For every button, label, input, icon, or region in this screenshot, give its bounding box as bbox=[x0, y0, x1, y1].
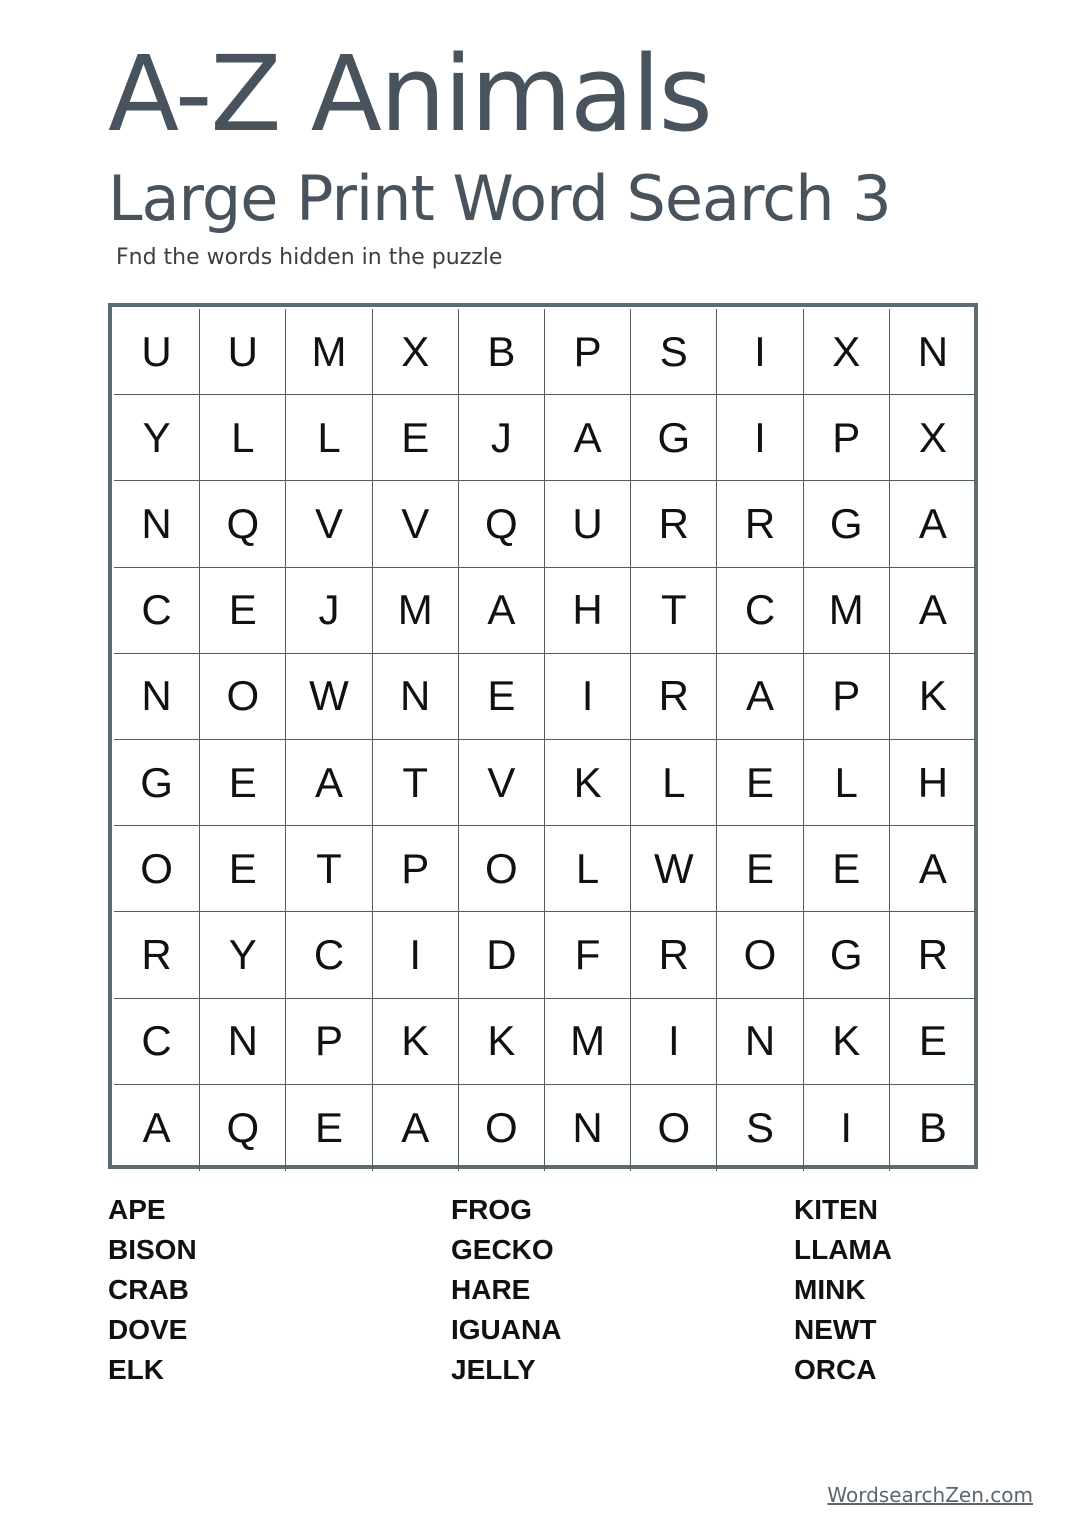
word-list-item: DOVE bbox=[108, 1314, 188, 1345]
grid-cell: B bbox=[459, 309, 545, 395]
grid-cell: Q bbox=[200, 481, 286, 567]
grid-cell: E bbox=[717, 826, 803, 912]
grid-cell: B bbox=[918, 1103, 947, 1151]
grid-cell: L bbox=[200, 395, 286, 481]
word-list-item: CRAB bbox=[108, 1274, 189, 1305]
grid-cell: R bbox=[890, 912, 976, 998]
grid-cell: T bbox=[286, 826, 372, 912]
grid-cell: S bbox=[631, 309, 717, 395]
word-list-item: APE bbox=[108, 1194, 166, 1225]
grid-cell: E bbox=[717, 740, 803, 826]
grid-cell: A bbox=[114, 1085, 200, 1171]
grid-cell: R bbox=[717, 481, 803, 567]
grid-cell: Q bbox=[459, 481, 545, 567]
word-list-item: ELK bbox=[108, 1354, 164, 1385]
grid-cell: Y bbox=[114, 395, 200, 481]
grid-cell: E bbox=[804, 826, 890, 912]
grid-cell: U bbox=[114, 309, 200, 395]
grid-cell: M bbox=[545, 999, 631, 1085]
grid-cell: J bbox=[286, 568, 372, 654]
puzzle-grid-frame bbox=[108, 303, 978, 1169]
word-list-item: IGUANA bbox=[451, 1314, 562, 1345]
grid-cell: C bbox=[114, 568, 200, 654]
word-list-item: MINK bbox=[794, 1274, 866, 1305]
grid-cell: X bbox=[373, 309, 459, 395]
grid-cell: C bbox=[286, 912, 372, 998]
grid-cell: A bbox=[890, 826, 976, 912]
grid-cell: L bbox=[545, 826, 631, 912]
grid-cell: P bbox=[804, 654, 890, 740]
grid-cell: P bbox=[373, 826, 459, 912]
grid-cell: O bbox=[200, 654, 286, 740]
grid-cell: N bbox=[545, 1085, 631, 1171]
grid-cell: A bbox=[717, 654, 803, 740]
grid-cell: G bbox=[804, 912, 890, 998]
grid-cell: G bbox=[804, 481, 890, 567]
word-list-item: NEWT bbox=[794, 1314, 877, 1345]
grid-cell: T bbox=[631, 568, 717, 654]
grid-cell: I bbox=[717, 309, 803, 395]
puzzle-grid bbox=[114, 309, 976, 1171]
grid-cell: D bbox=[459, 912, 545, 998]
grid-cell: U bbox=[200, 309, 286, 395]
grid-cell: X bbox=[890, 395, 976, 481]
grid-cell: K bbox=[804, 999, 890, 1085]
word-list-item: HARE bbox=[451, 1274, 531, 1305]
grid-cell: H bbox=[545, 568, 631, 654]
grid-cell: C bbox=[114, 999, 200, 1085]
page-title: A-Z Animals bbox=[108, 33, 711, 155]
grid-cell: N bbox=[717, 999, 803, 1085]
grid-cell: N bbox=[200, 999, 286, 1085]
grid-cell: N bbox=[114, 481, 200, 567]
grid-cell: P bbox=[545, 309, 631, 395]
grid-cell: E bbox=[286, 1085, 372, 1171]
page-subtitle: Large Print Word Search 3 bbox=[108, 162, 891, 235]
site-link[interactable]: WordsearchZen.com bbox=[827, 1483, 1033, 1507]
word-column bbox=[794, 1190, 892, 1390]
grid-cell: G bbox=[114, 740, 200, 826]
grid-cell: O bbox=[114, 826, 200, 912]
grid-cell: G bbox=[631, 395, 717, 481]
grid-cell: I bbox=[631, 999, 717, 1085]
grid-cell: J bbox=[459, 395, 545, 481]
grid-cell: K bbox=[890, 654, 976, 740]
grid-cell: I bbox=[804, 1085, 890, 1171]
word-list-item: KITEN bbox=[794, 1194, 878, 1225]
word-list-item: BISON bbox=[108, 1234, 197, 1265]
grid-cell: K bbox=[545, 740, 631, 826]
grid-cell: O bbox=[459, 1085, 545, 1171]
instructions-text: Fnd the words hidden in the puzzle bbox=[116, 245, 503, 270]
grid-cell: A bbox=[890, 481, 976, 567]
word-list-item: GECKO bbox=[451, 1234, 554, 1265]
grid-cell: T bbox=[373, 740, 459, 826]
grid-cell: R bbox=[631, 654, 717, 740]
grid-cell: N bbox=[114, 654, 200, 740]
word-list-item: FROG bbox=[451, 1194, 532, 1225]
grid-cell: E bbox=[200, 826, 286, 912]
grid-cell: E bbox=[200, 740, 286, 826]
grid-cell: Y bbox=[200, 912, 286, 998]
grid-cell: L bbox=[804, 740, 890, 826]
grid-cell: N bbox=[373, 654, 459, 740]
word-list bbox=[108, 1190, 968, 1400]
grid-cell: L bbox=[286, 395, 372, 481]
grid-cell: W bbox=[286, 654, 372, 740]
grid-cell: Q bbox=[200, 1085, 286, 1171]
grid-cell: E bbox=[200, 568, 286, 654]
grid-cell: K bbox=[373, 999, 459, 1085]
grid-cell: I bbox=[545, 654, 631, 740]
grid-cell: A bbox=[890, 568, 976, 654]
grid-cell: H bbox=[890, 740, 976, 826]
word-list-item: ORCA bbox=[794, 1354, 877, 1385]
grid-cell: R bbox=[631, 481, 717, 567]
grid-cell: I bbox=[717, 395, 803, 481]
grid-cell: R bbox=[114, 912, 200, 998]
grid-cell: O bbox=[631, 1085, 717, 1171]
grid-cell: N bbox=[890, 309, 976, 395]
grid-cell: K bbox=[459, 999, 545, 1085]
grid-cell: M bbox=[373, 568, 459, 654]
grid-cell: A bbox=[545, 395, 631, 481]
grid-cell: M bbox=[286, 309, 372, 395]
grid-cell: P bbox=[804, 395, 890, 481]
grid-cell: L bbox=[631, 740, 717, 826]
grid-cell: A bbox=[459, 568, 545, 654]
grid-cell: O bbox=[459, 826, 545, 912]
grid-cell: X bbox=[804, 309, 890, 395]
grid-cell: O bbox=[717, 912, 803, 998]
grid-cell: E bbox=[890, 999, 976, 1085]
grid-cell: C bbox=[717, 568, 803, 654]
grid-cell: S bbox=[717, 1085, 803, 1171]
grid-cell: P bbox=[286, 999, 372, 1085]
grid-cell: E bbox=[373, 395, 459, 481]
grid-cell: V bbox=[459, 740, 545, 826]
word-column bbox=[451, 1190, 561, 1390]
grid-cell: U bbox=[545, 481, 631, 567]
word-list-item: LLAMA bbox=[794, 1234, 892, 1265]
grid-cell: V bbox=[373, 481, 459, 567]
grid-cell: I bbox=[373, 912, 459, 998]
word-list-item: JELLY bbox=[451, 1354, 536, 1385]
grid-cell: V bbox=[286, 481, 372, 567]
grid-cell: A bbox=[373, 1085, 459, 1171]
grid-cell: M bbox=[804, 568, 890, 654]
grid-cell: R bbox=[631, 912, 717, 998]
grid-cell: E bbox=[459, 654, 545, 740]
grid-cell: W bbox=[631, 826, 717, 912]
grid-cell: F bbox=[545, 912, 631, 998]
grid-cell: A bbox=[286, 740, 372, 826]
word-column bbox=[108, 1190, 197, 1390]
